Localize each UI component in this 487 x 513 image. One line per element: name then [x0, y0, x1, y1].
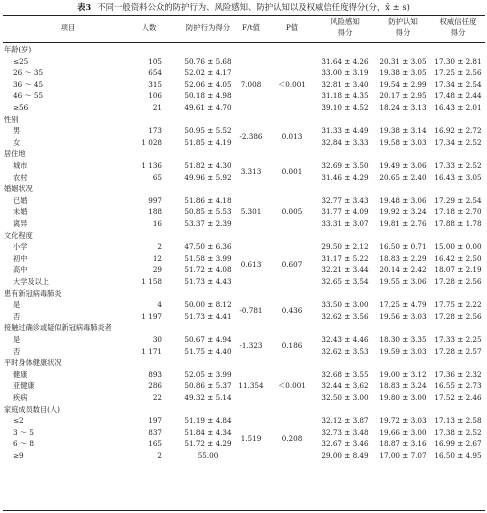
row-label: 小学	[13, 242, 28, 252]
cell-behavior-score: 55.00	[197, 451, 219, 460]
cell-f-t-value: -1.323	[239, 340, 263, 350]
cell-authority-trust: 17.36 ± 2.32	[434, 369, 482, 379]
cell-f-t-value: 5.301	[240, 207, 262, 217]
table-row	[0, 90, 487, 102]
cell-protection-cognition: 18.24 ± 3.13	[379, 103, 427, 112]
group-row	[0, 148, 487, 160]
group-statistics	[0, 259, 487, 271]
group-label: 家庭成员数目(人)	[4, 404, 60, 414]
cell-count: 837	[148, 427, 162, 437]
group-label: 居住地	[4, 149, 26, 159]
cell-protection-cognition: 19.81 ± 2.76	[379, 219, 427, 228]
cell-behavior-score: 51.73 ± 4.41	[184, 311, 232, 321]
cell-count: 1 136	[141, 161, 162, 170]
cell-protection-cognition: 20.65 ± 2.40	[379, 172, 427, 182]
cell-risk-perception: 31.33 ± 4.49	[321, 126, 369, 136]
cell-count: 4	[157, 300, 162, 310]
cell-behavior-score: 51.85 ± 4.19	[184, 137, 232, 147]
row-label: 已婚	[13, 195, 28, 205]
cell-count: 29	[152, 265, 162, 275]
cell-behavior-score: 50.85 ± 5.53	[184, 207, 232, 217]
cell-risk-perception: 32.73 ± 3.48	[321, 427, 369, 437]
cell-authority-trust: 17.52 ± 2.46	[434, 393, 482, 402]
cell-count: 106	[148, 91, 162, 101]
cell-behavior-score: 50.86 ± 5.37	[184, 381, 232, 391]
header-count: 人数	[141, 23, 157, 32]
cell-p-value: 0.208	[281, 433, 303, 443]
group-row	[0, 44, 487, 56]
cell-risk-perception: 29.00 ± 8.49	[321, 451, 369, 460]
cell-risk-perception: 31.46 ± 4.29	[321, 172, 369, 182]
cell-count: 12	[152, 253, 162, 263]
group-statistics	[0, 340, 487, 352]
bottom-rule	[3, 510, 485, 511]
cell-behavior-score: 51.86 ± 4.18	[184, 195, 232, 205]
cell-p-value: 0.436	[281, 306, 303, 315]
cell-authority-trust: 17.28 ± 2.57	[434, 346, 482, 356]
group-label: 婚姻状况	[4, 184, 33, 194]
cell-count: 1 171	[141, 346, 162, 356]
cell-protection-cognition: 19.49 ± 3.06	[379, 161, 427, 170]
cell-authority-trust: 17.29 ± 2.54	[434, 195, 482, 205]
cell-behavior-score: 47.50 ± 6.36	[184, 242, 232, 252]
cell-f-t-value: -0.781	[239, 306, 263, 315]
table-row	[0, 276, 487, 288]
cell-protection-cognition: 18.87 ± 3.16	[379, 439, 427, 449]
group-statistics	[0, 305, 487, 317]
cell-f-t-value: 1.519	[240, 433, 262, 443]
row-label: 否	[13, 346, 21, 356]
row-label: 大学及以上	[13, 277, 49, 286]
cell-authority-trust: 17.13 ± 2.58	[434, 416, 482, 426]
cell-protection-cognition: 19.48 ± 3.06	[379, 195, 427, 205]
table-row	[0, 369, 487, 381]
cell-authority-trust: 17.38 ± 2.52	[434, 427, 482, 437]
cell-count: 315	[148, 79, 162, 89]
cell-authority-trust: 16.55 ± 2.73	[434, 381, 482, 391]
table-number: 表3	[77, 2, 92, 12]
group-row	[0, 288, 487, 300]
cell-risk-perception: 32.68 ± 3.55	[321, 369, 369, 379]
cell-authority-trust: 18.07 ± 2.19	[434, 265, 482, 275]
row-label: ≥9	[13, 451, 24, 460]
cell-count: 16	[152, 219, 162, 228]
table-row	[0, 392, 487, 404]
cell-protection-cognition: 19.56 ± 3.03	[379, 311, 427, 321]
cell-count: 21	[152, 103, 162, 112]
cell-risk-perception: 31.17 ± 5.22	[321, 253, 369, 263]
cell-authority-trust: 17.75 ± 2.22	[434, 300, 482, 310]
cell-count: 893	[148, 369, 162, 379]
cell-protection-cognition: 19.55 ± 3.06	[379, 277, 427, 286]
cell-count: 188	[148, 207, 162, 217]
cell-count: 2	[157, 451, 162, 460]
table-title: 不同一般资料公众的防护行为、风险感知、防护认知以及权威信任度得分(分，x̄ ± s)	[97, 2, 410, 12]
row-label: 6 ～ 8	[13, 439, 34, 449]
cell-risk-perception: 32.50 ± 3.00	[321, 393, 369, 402]
header-risk-perception-unit: 得分	[337, 28, 353, 37]
row-label: 36 ～ 45	[13, 79, 44, 89]
cell-f-t-value: -2.386	[239, 132, 263, 141]
cell-risk-perception: 32.84 ± 3.33	[321, 137, 369, 147]
cell-protection-cognition: 19.38 ± 3.14	[379, 126, 427, 136]
table-row	[0, 56, 487, 68]
header-item: 项目	[60, 23, 76, 32]
cell-protection-cognition: 19.92 ± 3.24	[379, 207, 427, 217]
cell-authority-trust: 16.99 ± 2.67	[434, 439, 482, 449]
cell-protection-cognition: 19.58 ± 3.03	[379, 137, 427, 147]
cell-f-t-value: 7.008	[240, 79, 262, 89]
row-label: 男	[13, 126, 21, 136]
cell-p-value: ＜0.001	[278, 381, 306, 391]
group-statistics	[0, 206, 487, 218]
cell-p-value: 0.607	[281, 259, 303, 269]
cell-authority-trust: 16.92 ± 2.72	[434, 126, 482, 136]
cell-risk-perception: 32.81 ± 3.40	[321, 79, 369, 89]
table-row	[0, 241, 487, 253]
table-row	[0, 195, 487, 207]
cell-risk-perception: 32.62 ± 3.53	[321, 346, 369, 356]
group-label: 患有新冠病毒肺炎	[4, 288, 62, 298]
cell-count: 1 197	[141, 311, 162, 321]
cell-authority-trust: 17.25 ± 2.56	[434, 68, 482, 78]
group-row	[0, 322, 487, 334]
group-label: 文化程度	[4, 230, 33, 240]
cell-behavior-score: 50.18 ± 4.98	[184, 91, 232, 101]
cell-count: 286	[148, 381, 162, 391]
cell-p-value: 0.001	[281, 166, 303, 176]
table-row	[0, 218, 487, 230]
cell-risk-perception: 33.00 ± 3.19	[321, 68, 369, 78]
cell-protection-cognition: 19.66 ± 3.00	[379, 427, 427, 437]
table-row	[0, 415, 487, 427]
group-row	[0, 357, 487, 369]
cell-protection-cognition: 19.38 ± 3.05	[379, 68, 427, 78]
cell-protection-cognition: 17.00 ± 7.07	[379, 451, 427, 460]
cell-count: 1 158	[141, 277, 162, 286]
cell-behavior-score: 52.06 ± 4.05	[184, 79, 232, 89]
cell-protection-cognition: 19.00 ± 3.12	[379, 369, 427, 379]
cell-f-t-value: 3.313	[240, 166, 262, 176]
cell-authority-trust: 17.30 ± 2.81	[434, 56, 482, 66]
cell-behavior-score: 50.95 ± 5.52	[184, 126, 232, 136]
cell-behavior-score: 51.84 ± 4.34	[184, 427, 232, 437]
cell-behavior-score: 50.67 ± 4.94	[184, 335, 232, 344]
cell-risk-perception: 32.62 ± 3.56	[321, 311, 369, 321]
row-label: 离异	[13, 219, 28, 228]
cell-protection-cognition: 18.83 ± 2.29	[379, 253, 427, 263]
cell-f-t-value: 0.613	[240, 259, 262, 269]
cell-behavior-score: 51.82 ± 4.30	[184, 161, 232, 170]
cell-authority-trust: 16.42 ± 2.50	[434, 253, 482, 263]
cell-risk-perception: 32.12 ± 3.87	[321, 416, 369, 426]
cell-authority-trust: 16.43 ± 3.05	[434, 172, 482, 182]
row-label: 健康	[13, 369, 28, 379]
header-authority-trust-unit: 得分	[450, 28, 466, 37]
group-label: 平时身体健康状况	[4, 358, 62, 368]
cell-risk-perception: 29.50 ± 2.12	[321, 242, 369, 252]
cell-protection-cognition: 20.31 ± 3.05	[379, 56, 427, 66]
row-label: ≤2	[13, 416, 24, 426]
row-label: 高中	[13, 265, 28, 275]
group-row	[0, 183, 487, 195]
cell-behavior-score: 51.19 ± 4.84	[184, 416, 232, 426]
group-label: 年龄(岁)	[4, 45, 32, 54]
cell-risk-perception: 31.77 ± 4.09	[321, 207, 369, 217]
cell-p-value: 0.186	[281, 340, 303, 350]
row-label: ≤25	[13, 56, 29, 66]
cell-risk-perception: 31.64 ± 4.26	[321, 56, 369, 66]
cell-protection-cognition: 18.30 ± 3.35	[379, 335, 427, 344]
cell-protection-cognition: 20.17 ± 2.95	[379, 91, 427, 101]
cell-count: 165	[148, 439, 162, 449]
cell-p-value: ＜0.001	[278, 79, 306, 89]
row-label: 否	[13, 311, 21, 321]
row-label: 城市	[13, 161, 28, 170]
cell-count: 22	[152, 393, 162, 402]
cell-f-t-value: 11.354	[238, 381, 264, 391]
table-row	[0, 67, 487, 79]
row-label: 46 ～ 55	[13, 91, 44, 101]
cell-protection-cognition: 19.59 ± 3.03	[379, 346, 427, 356]
header-f-t-value: F/t值	[242, 23, 260, 32]
cell-count: 197	[148, 416, 162, 426]
table-caption	[0, 2, 487, 13]
cell-behavior-score: 49.96 ± 5.92	[184, 172, 232, 182]
cell-risk-perception: 32.67 ± 3.46	[321, 439, 369, 449]
cell-authority-trust: 17.33 ± 2.25	[434, 335, 482, 344]
cell-authority-trust: 17.28 ± 2.56	[434, 311, 482, 321]
table-row	[0, 450, 487, 462]
cell-authority-trust: 17.18 ± 2.70	[434, 207, 482, 217]
header-risk-perception: 风险感知	[330, 17, 360, 26]
cell-behavior-score: 49.32 ± 5.14	[184, 393, 232, 402]
cell-protection-cognition: 16.50 ± 0.71	[379, 242, 427, 252]
cell-p-value: 0.013	[281, 132, 303, 141]
cell-authority-trust: 17.34 ± 2.52	[434, 137, 482, 147]
row-label: 女	[13, 137, 21, 147]
cell-risk-perception: 31.18 ± 4.35	[321, 91, 369, 101]
cell-p-value: 0.005	[281, 207, 303, 217]
cell-risk-perception: 32.21 ± 3.44	[321, 265, 369, 275]
cell-authority-trust: 16.50 ± 4.95	[434, 451, 482, 460]
row-label: 农村	[13, 172, 28, 182]
cell-authority-trust: 17.88 ± 1.78	[434, 219, 482, 228]
cell-count: 65	[152, 172, 162, 182]
cell-protection-cognition: 17.25 ± 4.79	[379, 300, 427, 310]
cell-risk-perception: 33.50 ± 3.00	[321, 300, 369, 310]
cell-risk-perception: 33.31 ± 3.07	[321, 219, 369, 228]
cell-risk-perception: 32.43 ± 4.46	[321, 335, 369, 344]
cell-protection-cognition: 19.54 ± 2.99	[379, 79, 427, 89]
cell-behavior-score: 53.37 ± 2.39	[184, 219, 232, 228]
group-statistics	[0, 79, 487, 91]
group-statistics	[0, 380, 487, 392]
header-authority-trust: 权威信任度	[439, 17, 477, 26]
group-label: 性别	[4, 114, 19, 124]
group-row	[0, 114, 487, 126]
cell-behavior-score: 49.61 ± 4.70	[184, 103, 232, 112]
cell-count: 173	[148, 126, 162, 136]
group-statistics	[0, 166, 487, 178]
cell-authority-trust: 17.28 ± 2.56	[434, 277, 482, 286]
cell-authority-trust: 17.34 ± 2.54	[434, 79, 482, 89]
cell-protection-cognition: 18.83 ± 3.24	[379, 381, 427, 391]
cell-risk-perception: 39.10 ± 4.52	[321, 103, 369, 112]
header-protection-cognition: 防护认知	[388, 17, 418, 26]
cell-count: 1 028	[141, 137, 162, 147]
cell-behavior-score: 51.73 ± 4.43	[184, 277, 232, 286]
row-label: 亚健康	[13, 381, 35, 391]
cell-behavior-score: 51.72 ± 4.08	[184, 265, 232, 275]
cell-behavior-score: 50.00 ± 8.12	[184, 300, 232, 310]
header-rule	[3, 42, 485, 43]
cell-count: 654	[148, 68, 162, 78]
cell-risk-perception: 32.77 ± 3.43	[321, 195, 369, 205]
group-label: 接触过确诊或疑似新冠病毒肺炎者	[4, 323, 112, 333]
group-row	[0, 404, 487, 416]
row-label: 3 ～ 5	[13, 427, 34, 437]
cell-behavior-score: 51.72 ± 4.29	[184, 439, 232, 449]
row-label: ≥56	[13, 103, 29, 112]
group-statistics	[0, 131, 487, 143]
group-statistics	[0, 433, 487, 445]
header-p-value: P值	[285, 23, 299, 32]
cell-authority-trust: 17.48 ± 2.44	[434, 91, 482, 101]
cell-count: 997	[148, 195, 162, 205]
cell-protection-cognition: 19.72 ± 3.03	[379, 416, 427, 426]
header-behavior-score: 防护行为得分	[185, 23, 231, 32]
cell-behavior-score: 50.76 ± 5.68	[184, 56, 232, 66]
cell-authority-trust: 15.00 ± 0.00	[434, 242, 482, 252]
row-label: 未婚	[13, 207, 28, 217]
cell-risk-perception: 32.65 ± 3.54	[321, 277, 369, 286]
cell-count: 105	[148, 56, 162, 66]
row-label: 初中	[13, 253, 28, 263]
header-protection-cognition-unit: 得分	[395, 28, 411, 37]
row-label: 是	[13, 335, 21, 344]
cell-behavior-score: 52.02 ± 4.17	[184, 68, 232, 78]
cell-count: 30	[152, 335, 162, 344]
row-label: 是	[13, 300, 21, 310]
cell-behavior-score: 52.05 ± 3.99	[184, 369, 232, 379]
group-row	[0, 230, 487, 242]
cell-count: 2	[157, 242, 162, 252]
cell-risk-perception: 32.69 ± 3.50	[321, 161, 369, 170]
top-rule	[3, 15, 485, 16]
cell-authority-trust: 17.33 ± 2.52	[434, 161, 482, 170]
cell-protection-cognition: 19.80 ± 3.00	[379, 393, 427, 402]
cell-authority-trust: 16.43 ± 2.01	[434, 103, 482, 112]
cell-behavior-score: 51.75 ± 4.40	[184, 346, 232, 356]
row-label: 26 ～ 35	[13, 68, 44, 78]
row-label: 疾病	[13, 393, 28, 402]
table-row	[0, 102, 487, 114]
cell-risk-perception: 32.44 ± 3.62	[321, 381, 369, 391]
cell-behavior-score: 51.58 ± 3.99	[184, 253, 232, 263]
cell-protection-cognition: 20.14 ± 2.42	[379, 265, 427, 275]
